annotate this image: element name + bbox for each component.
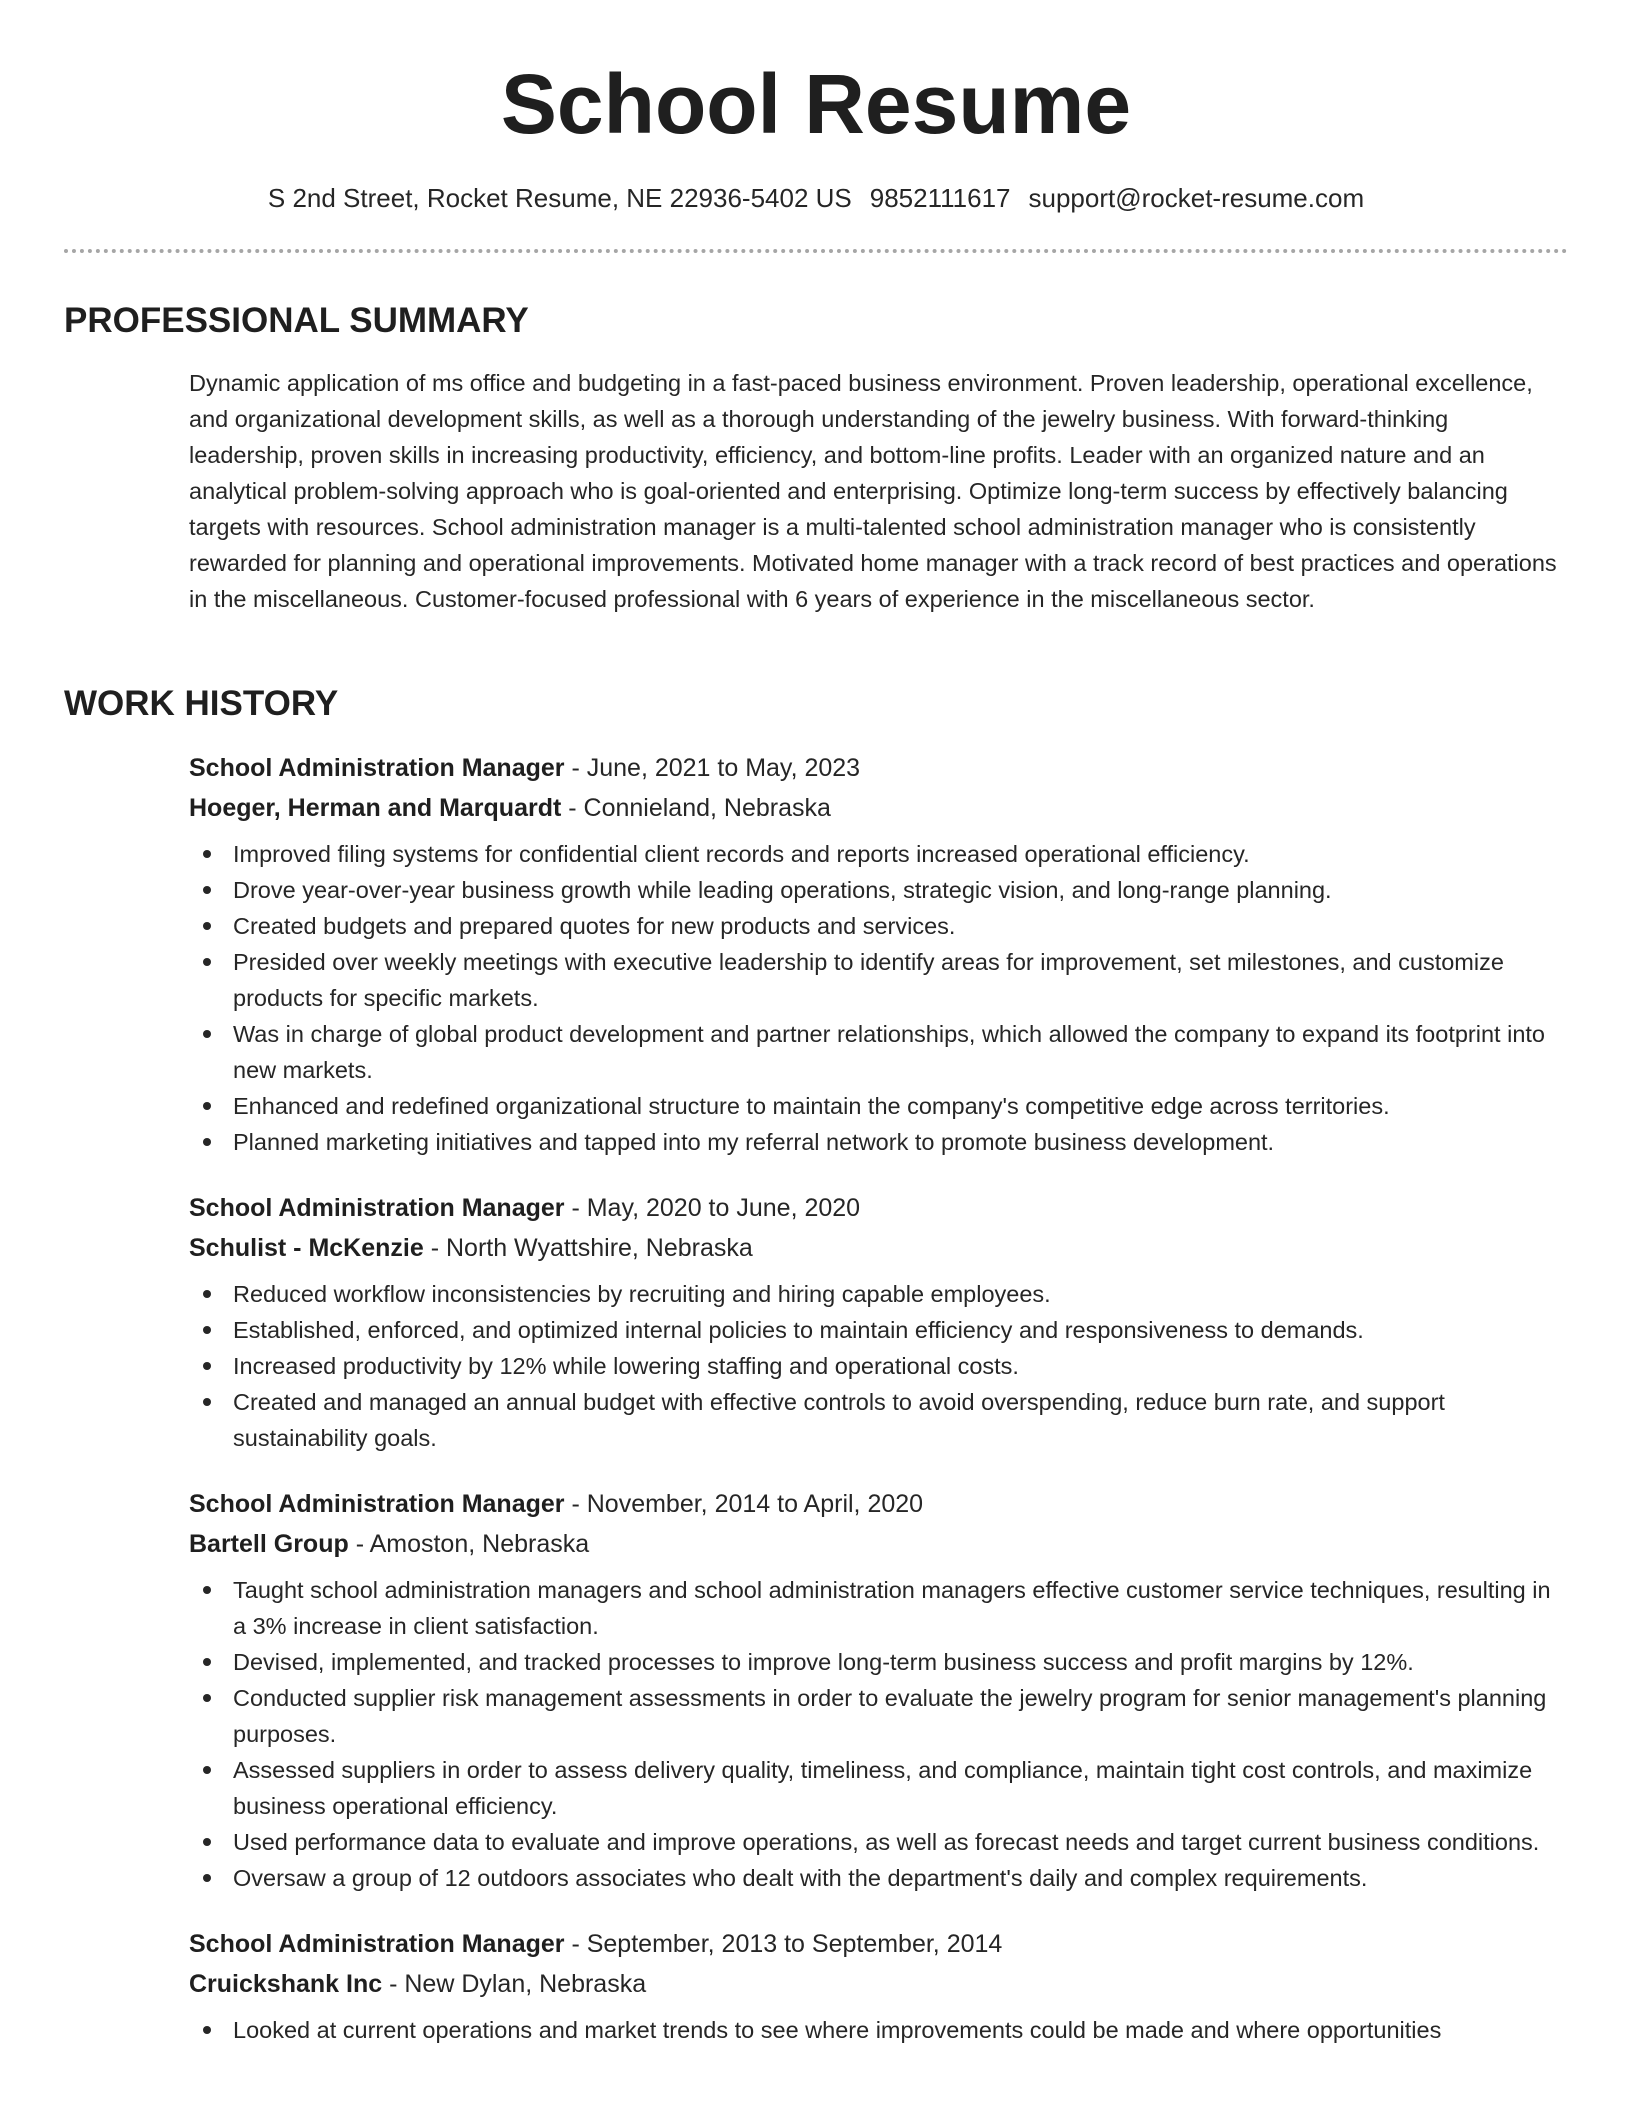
duty-item: Planned marketing initiatives and tapped into my referral network to promote business development. — [189, 1124, 1569, 1160]
duty-item: Was in charge of global product development and partner relationships, which allowed the company to expand its footprint into new markets. — [189, 1016, 1569, 1088]
duty-item: Presided over weekly meetings with executive leadership to identify areas for improvement, set milestones, and customize products for specific markets. — [189, 944, 1569, 1016]
duty-item: Devised, implemented, and tracked processes to improve long-term business success and profit margins by 12%. — [189, 1644, 1569, 1680]
job-company-line — [189, 1964, 1569, 2004]
job-entry — [189, 748, 1569, 1160]
duty-item: Increased productivity by 12% while lowering staffing and operational costs. — [189, 1348, 1569, 1384]
job-role: School Administration Manager — [189, 1490, 565, 1518]
job-role: School Administration Manager — [189, 1930, 565, 1958]
job-duties — [189, 1572, 1569, 1896]
job-dates: - May, 2020 to June, 2020 — [564, 1194, 861, 1222]
job-role: School Administration Manager — [189, 1194, 565, 1222]
duty-item: Drove year-over-year business growth while leading operations, strategic vision, and long-range planning. — [189, 872, 1569, 908]
job-location: - North Wyattshire, Nebraska — [423, 1234, 753, 1262]
job-company-line — [189, 788, 1569, 828]
duty-item: Improved filing systems for confidential client records and reports increased operational efficiency. — [189, 836, 1569, 872]
job-company: Bartell Group — [189, 1530, 349, 1558]
job-role-line — [189, 1924, 1569, 1964]
job-role-line — [189, 1188, 1569, 1228]
contact-phone: 9852111617 — [869, 183, 1011, 213]
section-title-summary: PROFESSIONAL SUMMARY — [64, 301, 529, 340]
job-role-line — [189, 1484, 1569, 1524]
job-duties — [189, 836, 1569, 1160]
job-role-line — [189, 748, 1569, 788]
job-entry — [189, 1484, 1569, 1896]
summary-text: Dynamic application of ms office and budgeting in a fast-paced business environment. Proven leadership, operational excellence, and organizational development skills, as well as a thorough understanding of the jewelry business. With forward-thinking leadership, proven skills in increasing productivity, efficiency, and bottom-line profits. Leader with an organized nature and an analytical problem-solving approach who is goal-oriented and enterprising. Optimize long-term success by effectively balancing targets with resources. School administration manager is a multi-talented school administration manager who is consistently rewarded for planning and operational improvements. Motivated home manager with a track record of best practices and operations in the miscellaneous. Customer-focused professional with 6 years of experience in the miscellaneous sector. — [189, 370, 1557, 612]
job-company-line — [189, 1228, 1569, 1268]
duty-item: Enhanced and redefined organizational structure to maintain the company's competitive edge across territories. — [189, 1088, 1569, 1124]
job-duties — [189, 2012, 1569, 2048]
duty-item: Reduced workflow inconsistencies by recruiting and hiring capable employees. — [189, 1276, 1569, 1312]
section-title-work-history: WORK HISTORY — [64, 684, 339, 723]
job-company: Hoeger, Herman and Marquardt — [189, 794, 562, 822]
job-location: - New Dylan, Nebraska — [382, 1970, 647, 1998]
job-entry — [189, 1924, 1569, 2048]
job-dates: - June, 2021 to May, 2023 — [564, 754, 861, 782]
work-history-list — [189, 748, 1569, 2076]
job-location: - Amoston, Nebraska — [348, 1530, 590, 1558]
duty-item: Used performance data to evaluate and improve operations, as well as forecast needs and target current business conditions. — [189, 1824, 1569, 1860]
job-dates: - November, 2014 to April, 2020 — [564, 1490, 924, 1518]
duty-item: Taught school administration managers and school administration managers effective customer service techniques, resulting in a 3% increase in client satisfaction. — [189, 1572, 1569, 1644]
job-duties — [189, 1276, 1569, 1456]
duty-item: Looked at current operations and market trends to see where improvements could be made and where opportunities — [189, 2012, 1569, 2048]
contact-line — [0, 180, 1632, 216]
header-divider — [64, 249, 1568, 253]
job-company: Schulist - McKenzie — [189, 1234, 424, 1262]
duty-item: Conducted supplier risk management assessments in order to evaluate the jewelry program for senior management's planning purposes. — [189, 1680, 1569, 1752]
contact-address: S 2nd Street, Rocket Resume, NE 22936-5402 US — [267, 183, 852, 213]
job-company-line — [189, 1524, 1569, 1564]
job-entry — [189, 1188, 1569, 1456]
job-location: - Connieland, Nebraska — [561, 794, 831, 822]
duty-item: Oversaw a group of 12 outdoors associates who dealt with the department's daily and complex requirements. — [189, 1860, 1569, 1896]
duty-item: Created budgets and prepared quotes for new products and services. — [189, 908, 1569, 944]
duty-item: Established, enforced, and optimized internal policies to maintain efficiency and responsiveness to demands. — [189, 1312, 1569, 1348]
job-role: School Administration Manager — [189, 754, 565, 782]
duty-item: Assessed suppliers in order to assess delivery quality, timeliness, and compliance, maintain tight cost controls, and maximize business operational efficiency. — [189, 1752, 1569, 1824]
resume-title: School Resume — [500, 57, 1132, 151]
duty-item: Created and managed an annual budget with effective controls to avoid overspending, reduce burn rate, and support sustainability goals. — [189, 1384, 1569, 1456]
job-dates: - September, 2013 to September, 2014 — [564, 1930, 1003, 1958]
job-company: Cruickshank Inc — [189, 1970, 383, 1998]
contact-email: support@rocket-resume.com — [1028, 183, 1365, 213]
